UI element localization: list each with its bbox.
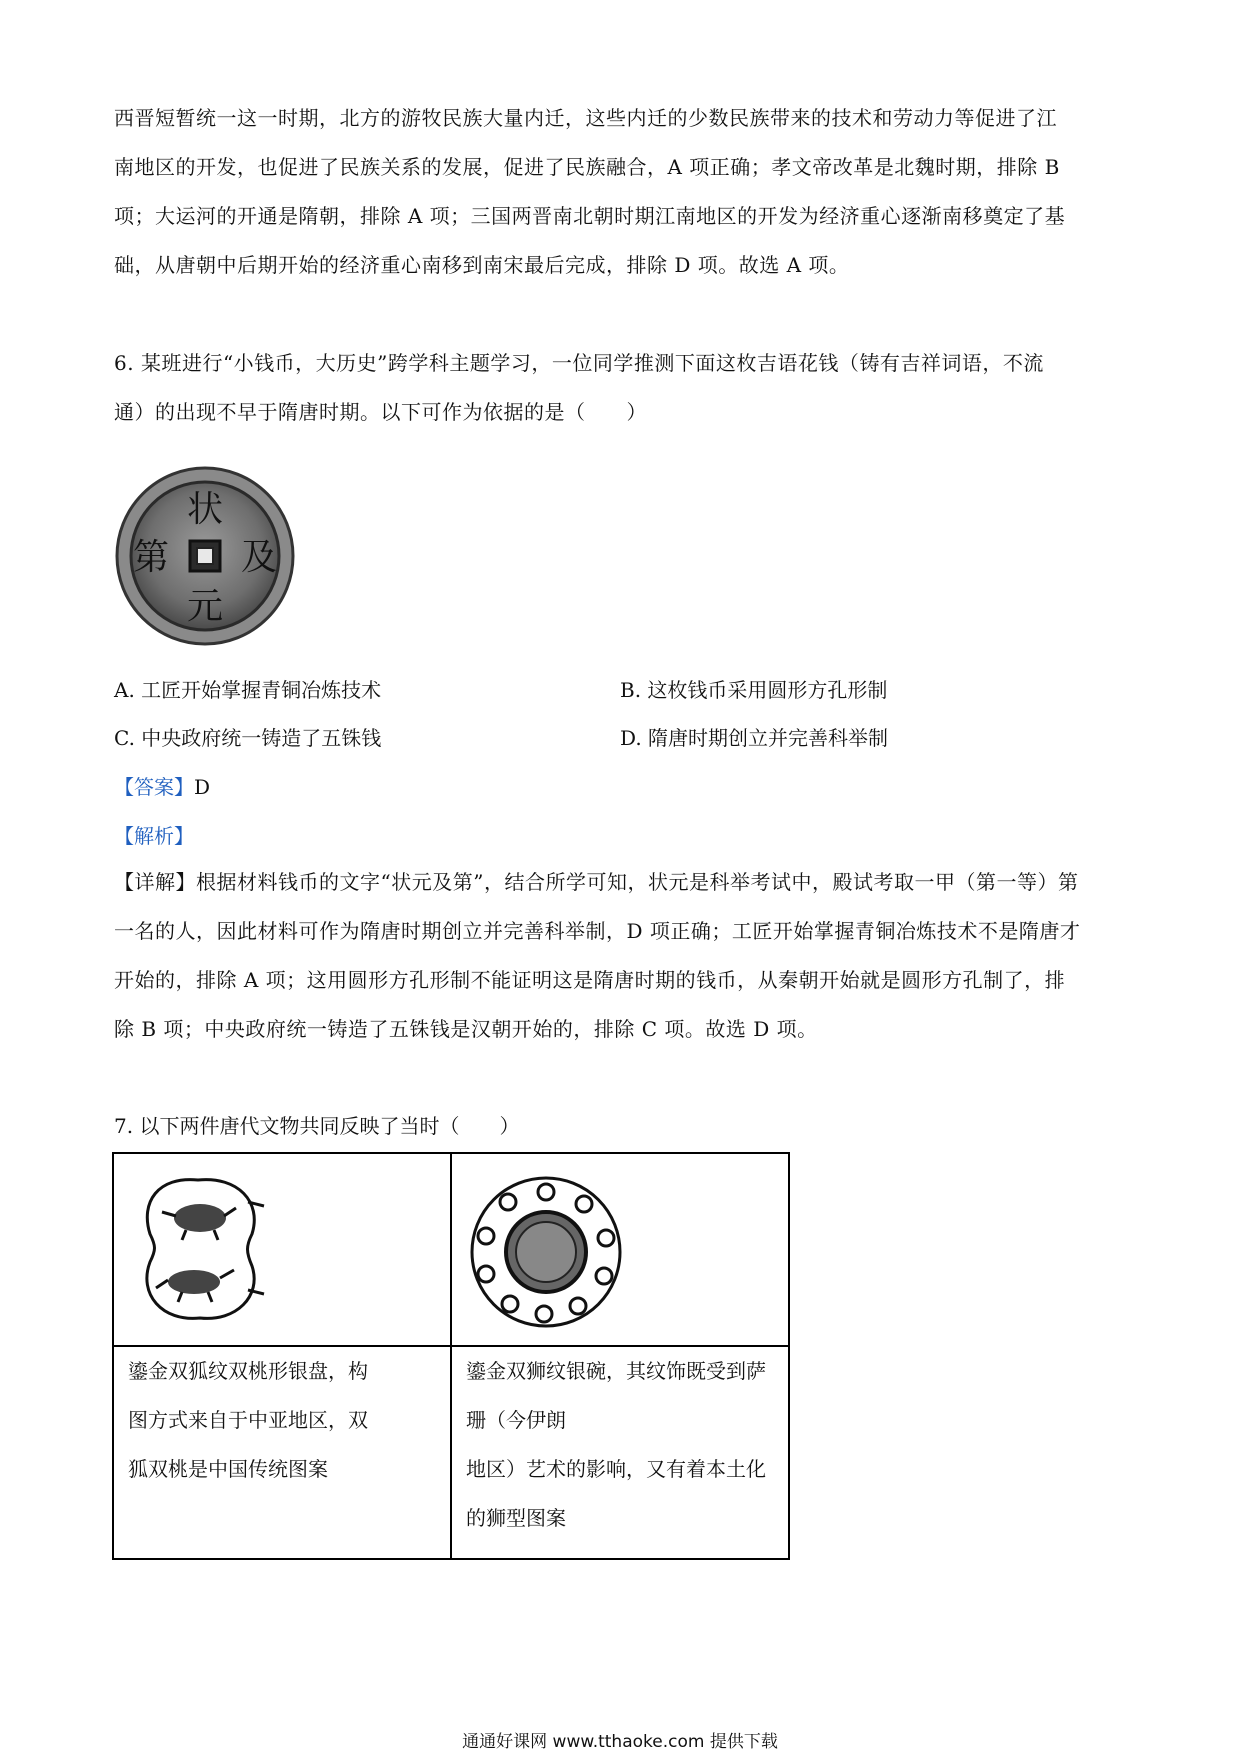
intro-explanation bbox=[114, 94, 1134, 290]
text-line: 地区）艺术的影响，又有着本土化 bbox=[466, 1457, 766, 1482]
analysis-line bbox=[114, 822, 194, 850]
artifact-cell-2 bbox=[451, 1153, 789, 1346]
coin-image bbox=[114, 466, 296, 646]
text-line bbox=[114, 858, 1134, 907]
text-line: 狐双桃是中国传统图案 bbox=[128, 1457, 328, 1482]
text-line: 西晋短暂统一这一时期，北方的游牧民族大量内迁，这些内迁的少数民族带来的技术和劳动力等促进了江 bbox=[114, 106, 1057, 130]
coin-char-top: 状 bbox=[186, 489, 224, 530]
option-c: C. 中央政府统一铸造了五铢钱 bbox=[114, 726, 382, 750]
artifact-desc-2 bbox=[451, 1346, 789, 1559]
analysis-label: 【解析】 bbox=[114, 824, 194, 848]
coin-char-right: 及 bbox=[240, 537, 278, 578]
text-line: 6. 某班进行“小钱币，大历史”跨学科主题学习，一位同学推测下面这枚吉语花钱（铸有吉祥词语，不流 bbox=[114, 351, 1044, 375]
text-line: 项；大运河的开通是隋朝，排除 A 项；三国两晋南北朝时期江南地区的开发为经济重心逐渐南移奠定了基 bbox=[114, 204, 1066, 228]
answer-value: D bbox=[194, 775, 211, 799]
text-line: 一名的人，因此材料可作为隋唐时期创立并完善科举制，D 项正确；工匠开始掌握青铜冶炼技术不是隋唐才 bbox=[114, 919, 1081, 943]
option-b: B. 这枚钱币采用圆形方孔形制 bbox=[620, 678, 888, 702]
lion-bowl-image bbox=[466, 1172, 626, 1332]
text-line: 础，从唐朝中后期开始的经济重心南移到南宋最后完成，排除 D 项。故选 A 项。 bbox=[114, 253, 850, 277]
artifact-cell-1 bbox=[113, 1153, 451, 1346]
text-line: 除 B 项；中央政府统一铸造了五铢钱是汉朝开始的，排除 C 项。故选 D 项。 bbox=[114, 1017, 818, 1041]
answer-label: 【答案】 bbox=[114, 775, 194, 799]
question-7-stem: 7. 以下两件唐代文物共同反映了当时（ ） bbox=[114, 1114, 520, 1138]
text-line: 开始的，排除 A 项；这用圆形方孔形制不能证明这是隋唐时期的钱币，从秦朝开始就是圆形方孔制了，排 bbox=[114, 968, 1066, 992]
coin-char-left: 第 bbox=[132, 537, 170, 578]
text-line: 珊（今伊朗 bbox=[466, 1408, 566, 1433]
text-line: 鎏金双狐纹双桃形银盘，构 bbox=[128, 1359, 368, 1384]
text-line: 图方式来自于中亚地区，双 bbox=[128, 1408, 368, 1433]
artifact-table bbox=[112, 1152, 790, 1560]
text-line: 鎏金双狮纹银碗，其纹饰既受到萨 bbox=[466, 1359, 766, 1384]
coin-char-bottom: 元 bbox=[186, 586, 224, 627]
option-d: D. 隋唐时期创立并完善科举制 bbox=[620, 726, 889, 750]
question-6-stem bbox=[114, 339, 1134, 437]
option-a: A. 工匠开始掌握青铜冶炼技术 bbox=[114, 678, 382, 702]
artifact-desc-1 bbox=[113, 1346, 451, 1559]
detail-explanation bbox=[114, 858, 1134, 1054]
text-line: 通）的出现不早于隋唐时期。以下可作为依据的是（ ） bbox=[114, 400, 647, 424]
text-line: 的狮型图案 bbox=[466, 1506, 566, 1531]
answer-line bbox=[114, 773, 210, 801]
text-line: 南地区的开发，也促进了民族关系的发展，促进了民族融合，A 项正确；孝文帝改革是北魏时期，排除 B bbox=[114, 155, 1060, 179]
detail-label: 【详解】 bbox=[114, 870, 196, 894]
detail-text: 根据材料钱币的文字“状元及第”，结合所学可知，状元是科举考试中，殿试考取一甲（第一等）第 bbox=[196, 870, 1079, 894]
fox-plate-image bbox=[128, 1172, 268, 1324]
page-footer: 通通好课网 www.tthaoke.com 提供下载 bbox=[462, 1732, 778, 1752]
